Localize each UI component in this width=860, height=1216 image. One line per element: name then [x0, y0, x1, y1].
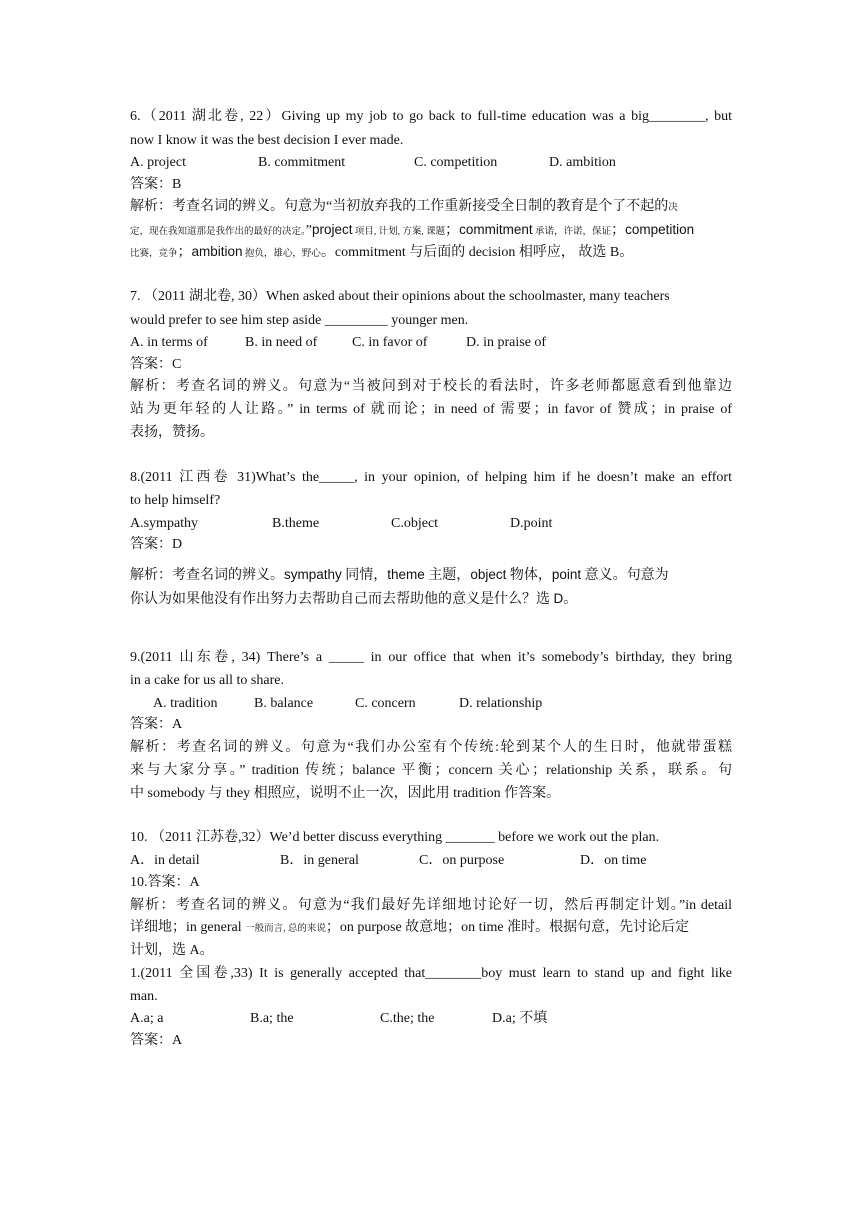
- q6-option-d: D. ambition: [549, 155, 616, 170]
- q10-analysis-line1: 解析：考查名词的辨义。句意为“我们最好先详细地讨论好一切，然后再制定计划。”in detail: [130, 898, 732, 913]
- q7-option-d: D. in praise of: [466, 335, 547, 350]
- q9-stem-line2: in a cake for us all to share.: [130, 673, 284, 688]
- q9-answer: 答案：A: [130, 717, 183, 732]
- q6-analysis-l3-small-a: 比赛，竞争: [130, 249, 178, 259]
- q10-analysis-line3: 计划，选 A。: [130, 943, 214, 958]
- q6-analysis-l3-t2: ambition: [191, 244, 243, 259]
- q6-analysis-l2-t4: ；: [611, 223, 626, 238]
- q6-analysis-l1-main: 解析：考查名词的辨义。句意为“当初放弃我的工作重新接受全日制的教育是个了不起的: [130, 199, 669, 214]
- q7-option-b: B. in need of: [245, 335, 318, 350]
- q9-option-b: B. balance: [254, 696, 314, 711]
- q7-analysis-line3: 表扬，赞扬。: [130, 425, 214, 440]
- q8-analysis-l2-c: 。: [563, 592, 578, 607]
- q10-option-a: A．in detail: [130, 853, 200, 868]
- q8-analysis-l2-b: D: [553, 591, 564, 606]
- q8-stem-line2: to help himself?: [130, 493, 221, 508]
- q6-analysis-l1-small: 决: [668, 203, 678, 213]
- q1-answer: 答案：A: [130, 1033, 183, 1048]
- q7-stem-line1: 7. （2011 湖北卷, 30）When asked about their opinions about the schoolmaster, many teachers: [130, 289, 670, 304]
- q6-analysis-l3-t1: ；: [177, 245, 192, 260]
- q8-analysis-line2: [130, 589, 577, 610]
- q10-option-d: D．on time: [580, 853, 647, 868]
- q8-analysis-l1-b: sympathy: [284, 567, 342, 582]
- q9-option-d: D. relationship: [459, 696, 543, 711]
- q6-option-a: A. project: [130, 155, 186, 170]
- q6-analysis-l3-t3: 。commitment 与后面的 decision 相呼应， 故选 B。: [320, 245, 634, 260]
- q6-analysis-l2-t3: commitment: [459, 222, 533, 237]
- q10-analysis-l2-b: ；on purpose 故意地；on time 准时。根据句意，先讨论后定: [325, 920, 690, 935]
- q6-analysis-line3: [130, 242, 633, 264]
- q6-stem-line1: 6.（2011 湖北卷, 22）Giving up my job to go back to full-time education was a big________, but: [130, 109, 732, 124]
- q1-option-b: B.a; the: [250, 1011, 294, 1026]
- q7-stem-line2: would prefer to see him step aside _________ younger men.: [130, 313, 469, 328]
- q6-analysis-line2: [130, 220, 694, 242]
- q10-analysis-line2: [130, 918, 689, 939]
- q9-analysis-line2: 来与大家分享。” tradition 传统；balance 平衡；concern 关心；relationship 关系，联系。句: [130, 763, 732, 778]
- q7-answer: 答案：C: [130, 357, 182, 372]
- q10-answer: 10.答案：A: [130, 875, 200, 890]
- q10-stem-line1: 10. （2011 江苏卷,32）We’d better discuss everything _______ before we work out the plan.: [130, 830, 660, 845]
- q6-analysis-l2-quote: ”: [305, 223, 312, 238]
- q8-analysis-l1-i: 意义。句意为: [581, 568, 669, 583]
- q9-option-a: A. tradition: [153, 696, 218, 711]
- q9-analysis-line1: 解析：考查名词的辨义。句意为“我们办公室有个传统:轮到某个人的生日时，他就带蛋糕: [130, 740, 732, 755]
- q8-analysis-l1-a: 解析：考查名词的辨义。: [130, 568, 284, 583]
- q6-analysis-line1: [130, 197, 678, 218]
- q8-option-a: A.sympathy: [130, 516, 199, 531]
- q6-stem-line2: now I know it was the best decision I ever made.: [130, 133, 404, 148]
- q7-analysis-line2: 站为更年轻的人让路。” in terms of 就而论；in need of 需要；in favor of 赞成；in praise of: [130, 402, 732, 417]
- q10-option-b: B．in general: [280, 853, 359, 868]
- q6-analysis-l2-t5: competition: [625, 222, 695, 237]
- q10-option-c: C．on purpose: [419, 853, 505, 868]
- q9-analysis-line3: 中 somebody 与 they 相照应，说明不止一次，因此用 tradition 作答案。: [130, 786, 561, 801]
- q6-option-b: B. commitment: [258, 155, 346, 170]
- q6-answer: 答案：B: [130, 177, 182, 192]
- q6-analysis-l2-t1: project: [311, 222, 353, 237]
- q1-option-d: D.a; 不填: [492, 1011, 548, 1026]
- q1-stem-line2: man.: [130, 989, 158, 1004]
- q8-analysis-l1-c: 同情，: [341, 568, 388, 583]
- q9-stem-line1: 9.(2011 山东卷, 34) There’s a _____ in our office that when it’s somebody’s birthday, they bring: [130, 650, 732, 665]
- q8-analysis-l2-a: 你认为如果他没有作出努力去帮助自己而去帮助他的意义是什么？选: [130, 592, 554, 607]
- q8-option-c: C.object: [391, 516, 439, 531]
- q8-analysis-l1-f: object: [470, 567, 507, 582]
- q6-option-c: C. competition: [414, 155, 498, 170]
- q8-option-d: D.point: [510, 516, 553, 531]
- q8-analysis-line1: [130, 565, 669, 586]
- q6-analysis-l2-small-c: 承诺，许诺，保证: [532, 227, 612, 237]
- q6-analysis-l3-small-b: 抱负，雄心，野心: [242, 249, 321, 259]
- q7-option-c: C. in favor of: [352, 335, 428, 350]
- q8-analysis-l1-g: 物体，: [506, 568, 552, 583]
- q8-analysis-l1-h: point: [551, 567, 582, 582]
- q1-stem-line1: 1.(2011 全国卷,33) It is generally accepted that________boy must learn to stand up and fight like: [130, 966, 732, 981]
- q9-option-c: C. concern: [355, 696, 416, 711]
- q6-analysis-l2-t2: ；: [445, 223, 460, 238]
- q1-option-c: C.the; the: [380, 1011, 435, 1026]
- q8-stem-line1: 8.(2011 江西卷 31)What’s the_____, in your opinion, of helping him if he doesn’t make an effort: [130, 470, 732, 485]
- q7-option-a: A. in terms of: [130, 335, 208, 350]
- q8-analysis-l1-d: theme: [387, 567, 425, 582]
- q1-option-a: A.a; a: [130, 1011, 164, 1026]
- q7-analysis-line1: 解析：考查名词的辨义。句意为“当被问到对于校长的看法时，许多老师都愿意看到他靠边: [130, 379, 732, 394]
- q8-analysis-l1-e: 主题，: [424, 568, 471, 583]
- q10-analysis-l2-a: 详细地；in general: [130, 920, 246, 935]
- q6-analysis-l2-small-a: 定，现在我知道那是我作出的最好的决定。: [130, 227, 306, 237]
- q6-analysis-l2-small-b: 项目, 计划, 方案, 课题: [352, 227, 446, 237]
- q10-analysis-l2-small: 一般而言, 总的来说: [245, 924, 326, 934]
- q8-answer: 答案：D: [130, 537, 183, 552]
- q8-option-b: B.theme: [272, 516, 320, 531]
